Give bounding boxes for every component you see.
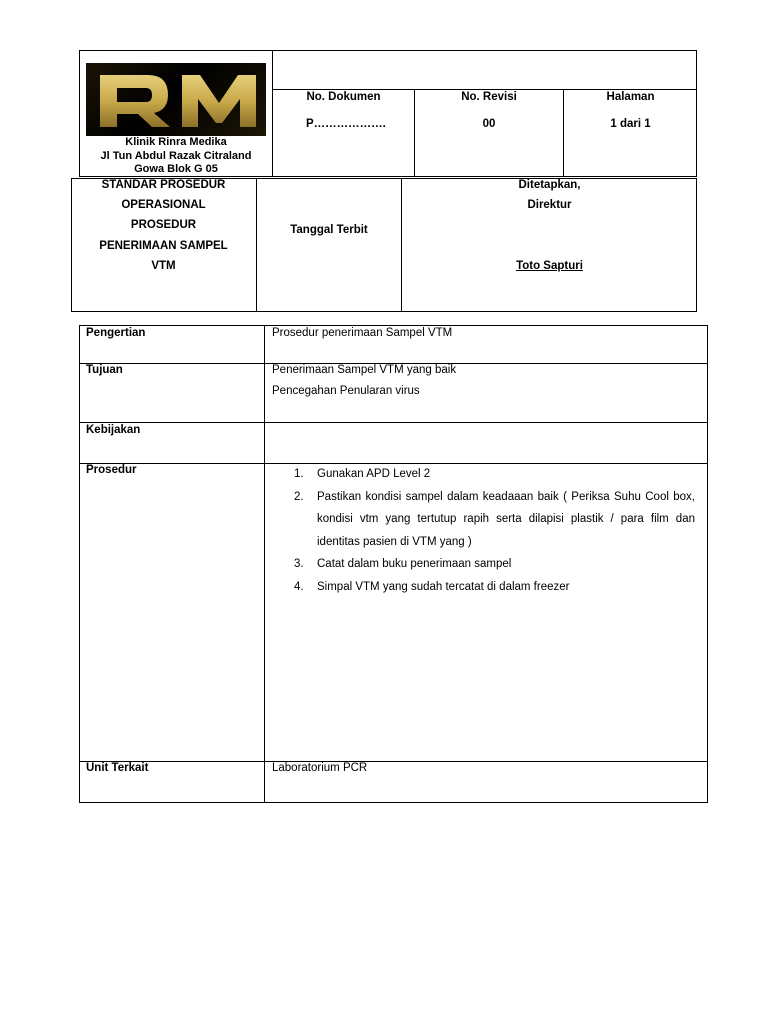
step-text: Pastikan kondisi sampel dalam keadaaan baik ( Periksa Suhu Cool box, kondisi vtm yang tertutup rapih serta dilapisi plastik / para film dan identitas pasien di VTM yang ) (317, 490, 695, 548)
sop-title-line-1: STANDAR PROSEDUR (101, 179, 226, 191)
no-revisi-value: 00 (482, 118, 496, 130)
clinic-address (80, 136, 272, 177)
step-number: 3. (294, 558, 304, 570)
ditetapkan-label: Ditetapkan, (518, 179, 581, 191)
step-text: Gunakan APD Level 2 (317, 468, 431, 480)
kebijakan-label: Kebijakan (86, 424, 141, 436)
sop-title-line-3: PROSEDUR (130, 219, 197, 231)
clinic-name: Klinik Rinra Medika (125, 136, 227, 148)
sop-title-line-5: VTM (151, 260, 176, 272)
row-divider (79, 761, 708, 762)
prosedur-label: Prosedur (86, 464, 137, 476)
prosedur-steps-list (289, 463, 695, 598)
halaman-cell (564, 90, 697, 177)
step-number: 2. (294, 490, 304, 503)
prosedur-step (289, 576, 695, 599)
no-dokumen-label: No. Dokumen (306, 91, 381, 103)
pengertian-label: Pengertian (86, 327, 146, 339)
step-number: 1. (294, 468, 304, 480)
step-text: Simpal VTM yang sudah tercatat di dalam freezer (317, 580, 570, 593)
no-revisi-cell (415, 90, 564, 177)
column-divider (264, 325, 265, 803)
tujuan-line-1: Penerimaan Sampel VTM yang baik (272, 364, 457, 376)
sop-title-line-2: OPERASIONAL (121, 199, 206, 211)
ditetapkan-cell (402, 178, 697, 312)
prosedur-step (289, 463, 695, 486)
clinic-street: Jl Tun Abdul Razak Citraland (100, 149, 252, 162)
unit-terkait-label: Unit Terkait (86, 762, 149, 774)
header-blank-cell (273, 50, 697, 90)
director-name: Toto Sapturi (516, 260, 583, 272)
clinic-logo (86, 63, 266, 136)
step-text: Catat dalam buku penerimaan sampel (317, 558, 512, 570)
no-dokumen-value: P………………. (306, 118, 386, 130)
halaman-value: 1 dari 1 (610, 118, 651, 130)
tujuan-line-2: Pencegahan Penularan virus (272, 385, 420, 397)
halaman-label: Halaman (606, 91, 655, 103)
direktur-label: Direktur (527, 199, 572, 211)
tanggal-terbit-label: Tanggal Terbit (290, 224, 368, 236)
row-divider (79, 422, 708, 423)
tanggal-terbit-cell (257, 178, 402, 312)
no-dokumen-cell (273, 90, 415, 177)
sop-title-cell (71, 178, 257, 312)
step-number: 4. (294, 580, 304, 593)
clinic-block: Gowa Blok G 05 (134, 163, 218, 175)
sop-title-line-4: PENERIMAAN SAMPEL (99, 240, 228, 252)
prosedur-step (289, 553, 695, 576)
unit-terkait-text: Laboratorium PCR (272, 762, 368, 774)
no-revisi-label: No. Revisi (461, 91, 517, 103)
tujuan-label: Tujuan (86, 364, 123, 376)
prosedur-step (289, 486, 695, 554)
pengertian-text: Prosedur penerimaan Sampel VTM (272, 327, 453, 339)
